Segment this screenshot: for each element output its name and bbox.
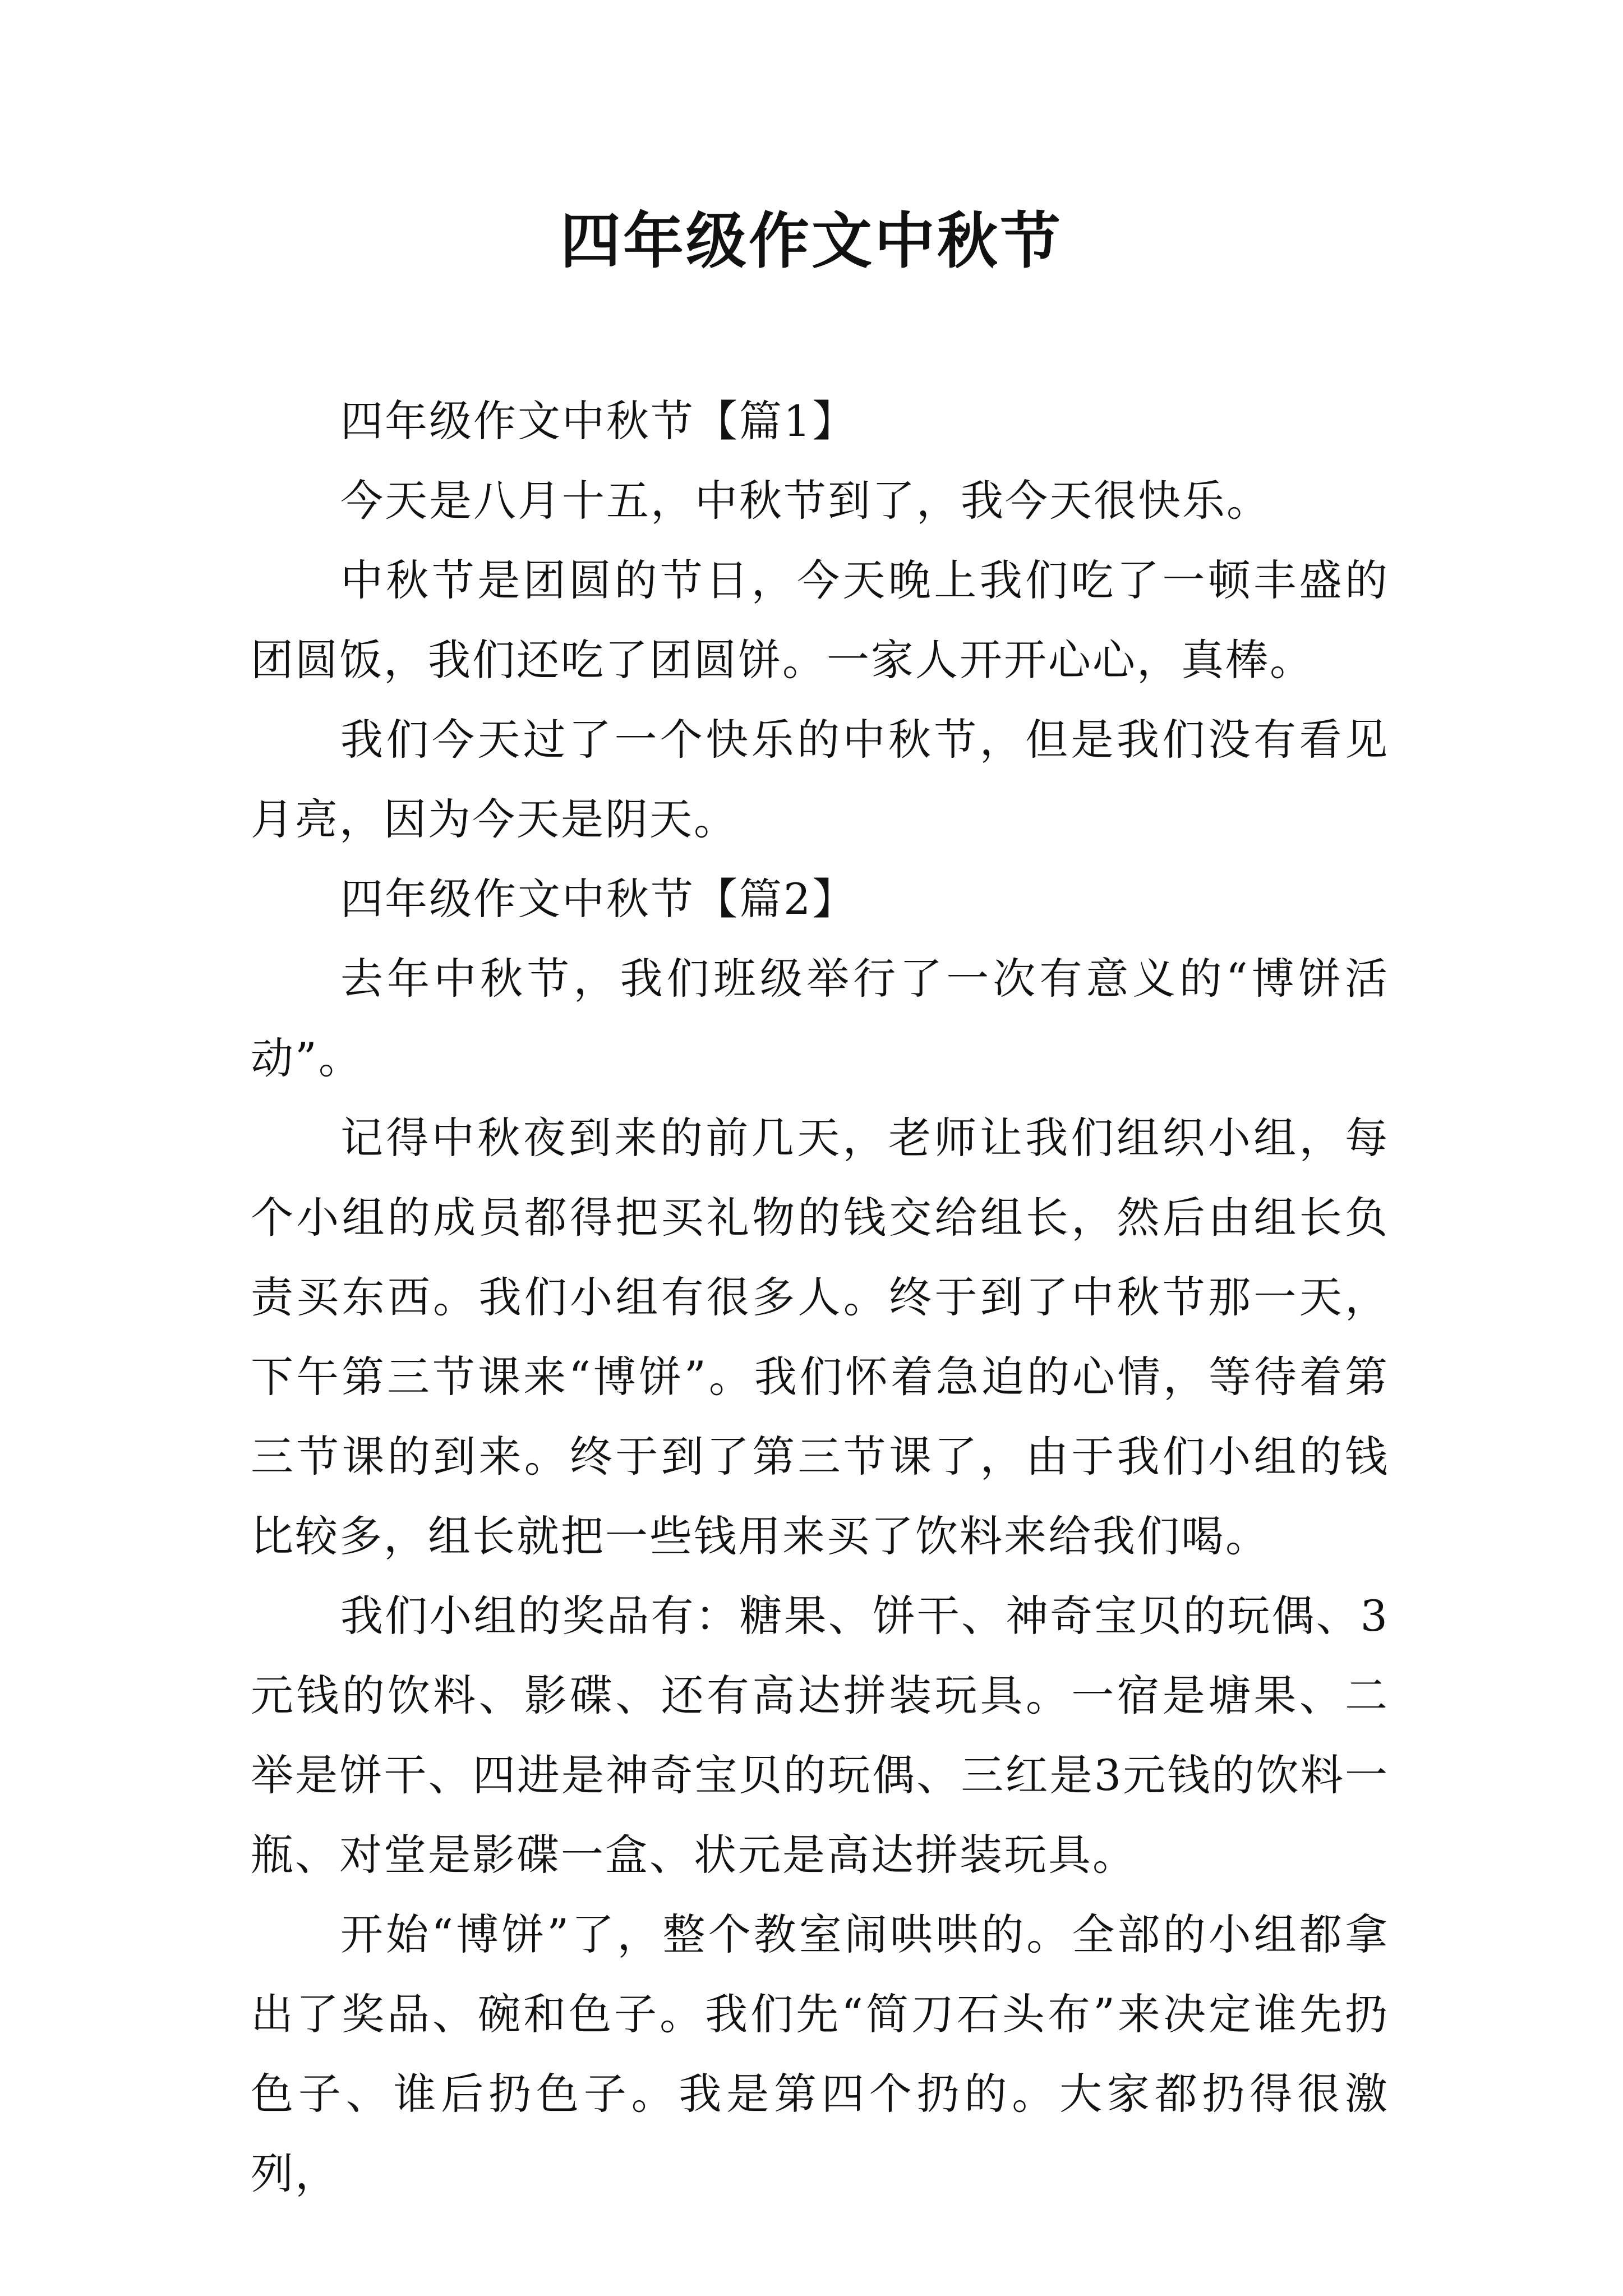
section-heading-2: 四年级作文中秋节【篇2】 <box>340 874 857 924</box>
paragraph: 开始“博饼”了，整个教室闹哄哄的。全部的小组都拿出了奖品、碗和色子。我们先“简刀石头布”来决定谁先扔色子、谁后扔色子。我是第四个扔的。大家都扔得很激列， <box>251 1910 1389 2198</box>
paragraph: 我们小组的奖品有：糖果、饼干、神奇宝贝的玩偶、3元钱的饮料、影碟、还有高达拼装玩具。一宿是塘果、二举是饼干、四进是神奇宝贝的玩偶、三红是3元钱的饮料一瓶、对堂是影碟一盒、状元是高达拼装玩具。 <box>251 1591 1389 1880</box>
paragraph: 我们今天过了一个快乐的中秋节，但是我们没有看见月亮，因为今天是阴天。 <box>251 715 1389 844</box>
document-body <box>251 381 1389 2214</box>
paragraph: 今天是八月十五，中秋节到了，我今天很快乐。 <box>340 476 1271 526</box>
document-title: 四年级作文中秋节 <box>560 206 1063 277</box>
section-heading-1: 四年级作文中秋节【篇1】 <box>340 396 857 446</box>
paragraph: 去年中秋节，我们班级举行了一次有意义的“博饼活动”。 <box>251 954 1389 1083</box>
paragraph: 记得中秋夜到来的前几天，老师让我们组织小组，每个小组的成员都得把买礼物的钱交给组长，然后由组长负责买东西。我们小组有很多人。终于到了中秋节那一天，下午第三节课来“博饼”。我们怀着急迫的心情，等待着第三节课的到来。终于到了第三节课了，由于我们小组的钱比较多，组长就把一些钱用来买了饮料来给我们喝。 <box>251 1113 1389 1561</box>
paragraph: 中秋节是团圆的节日，今天晚上我们吃了一顿丰盛的团圆饭，我们还吃了团圆饼。一家人开开心心，真棒。 <box>251 555 1389 685</box>
